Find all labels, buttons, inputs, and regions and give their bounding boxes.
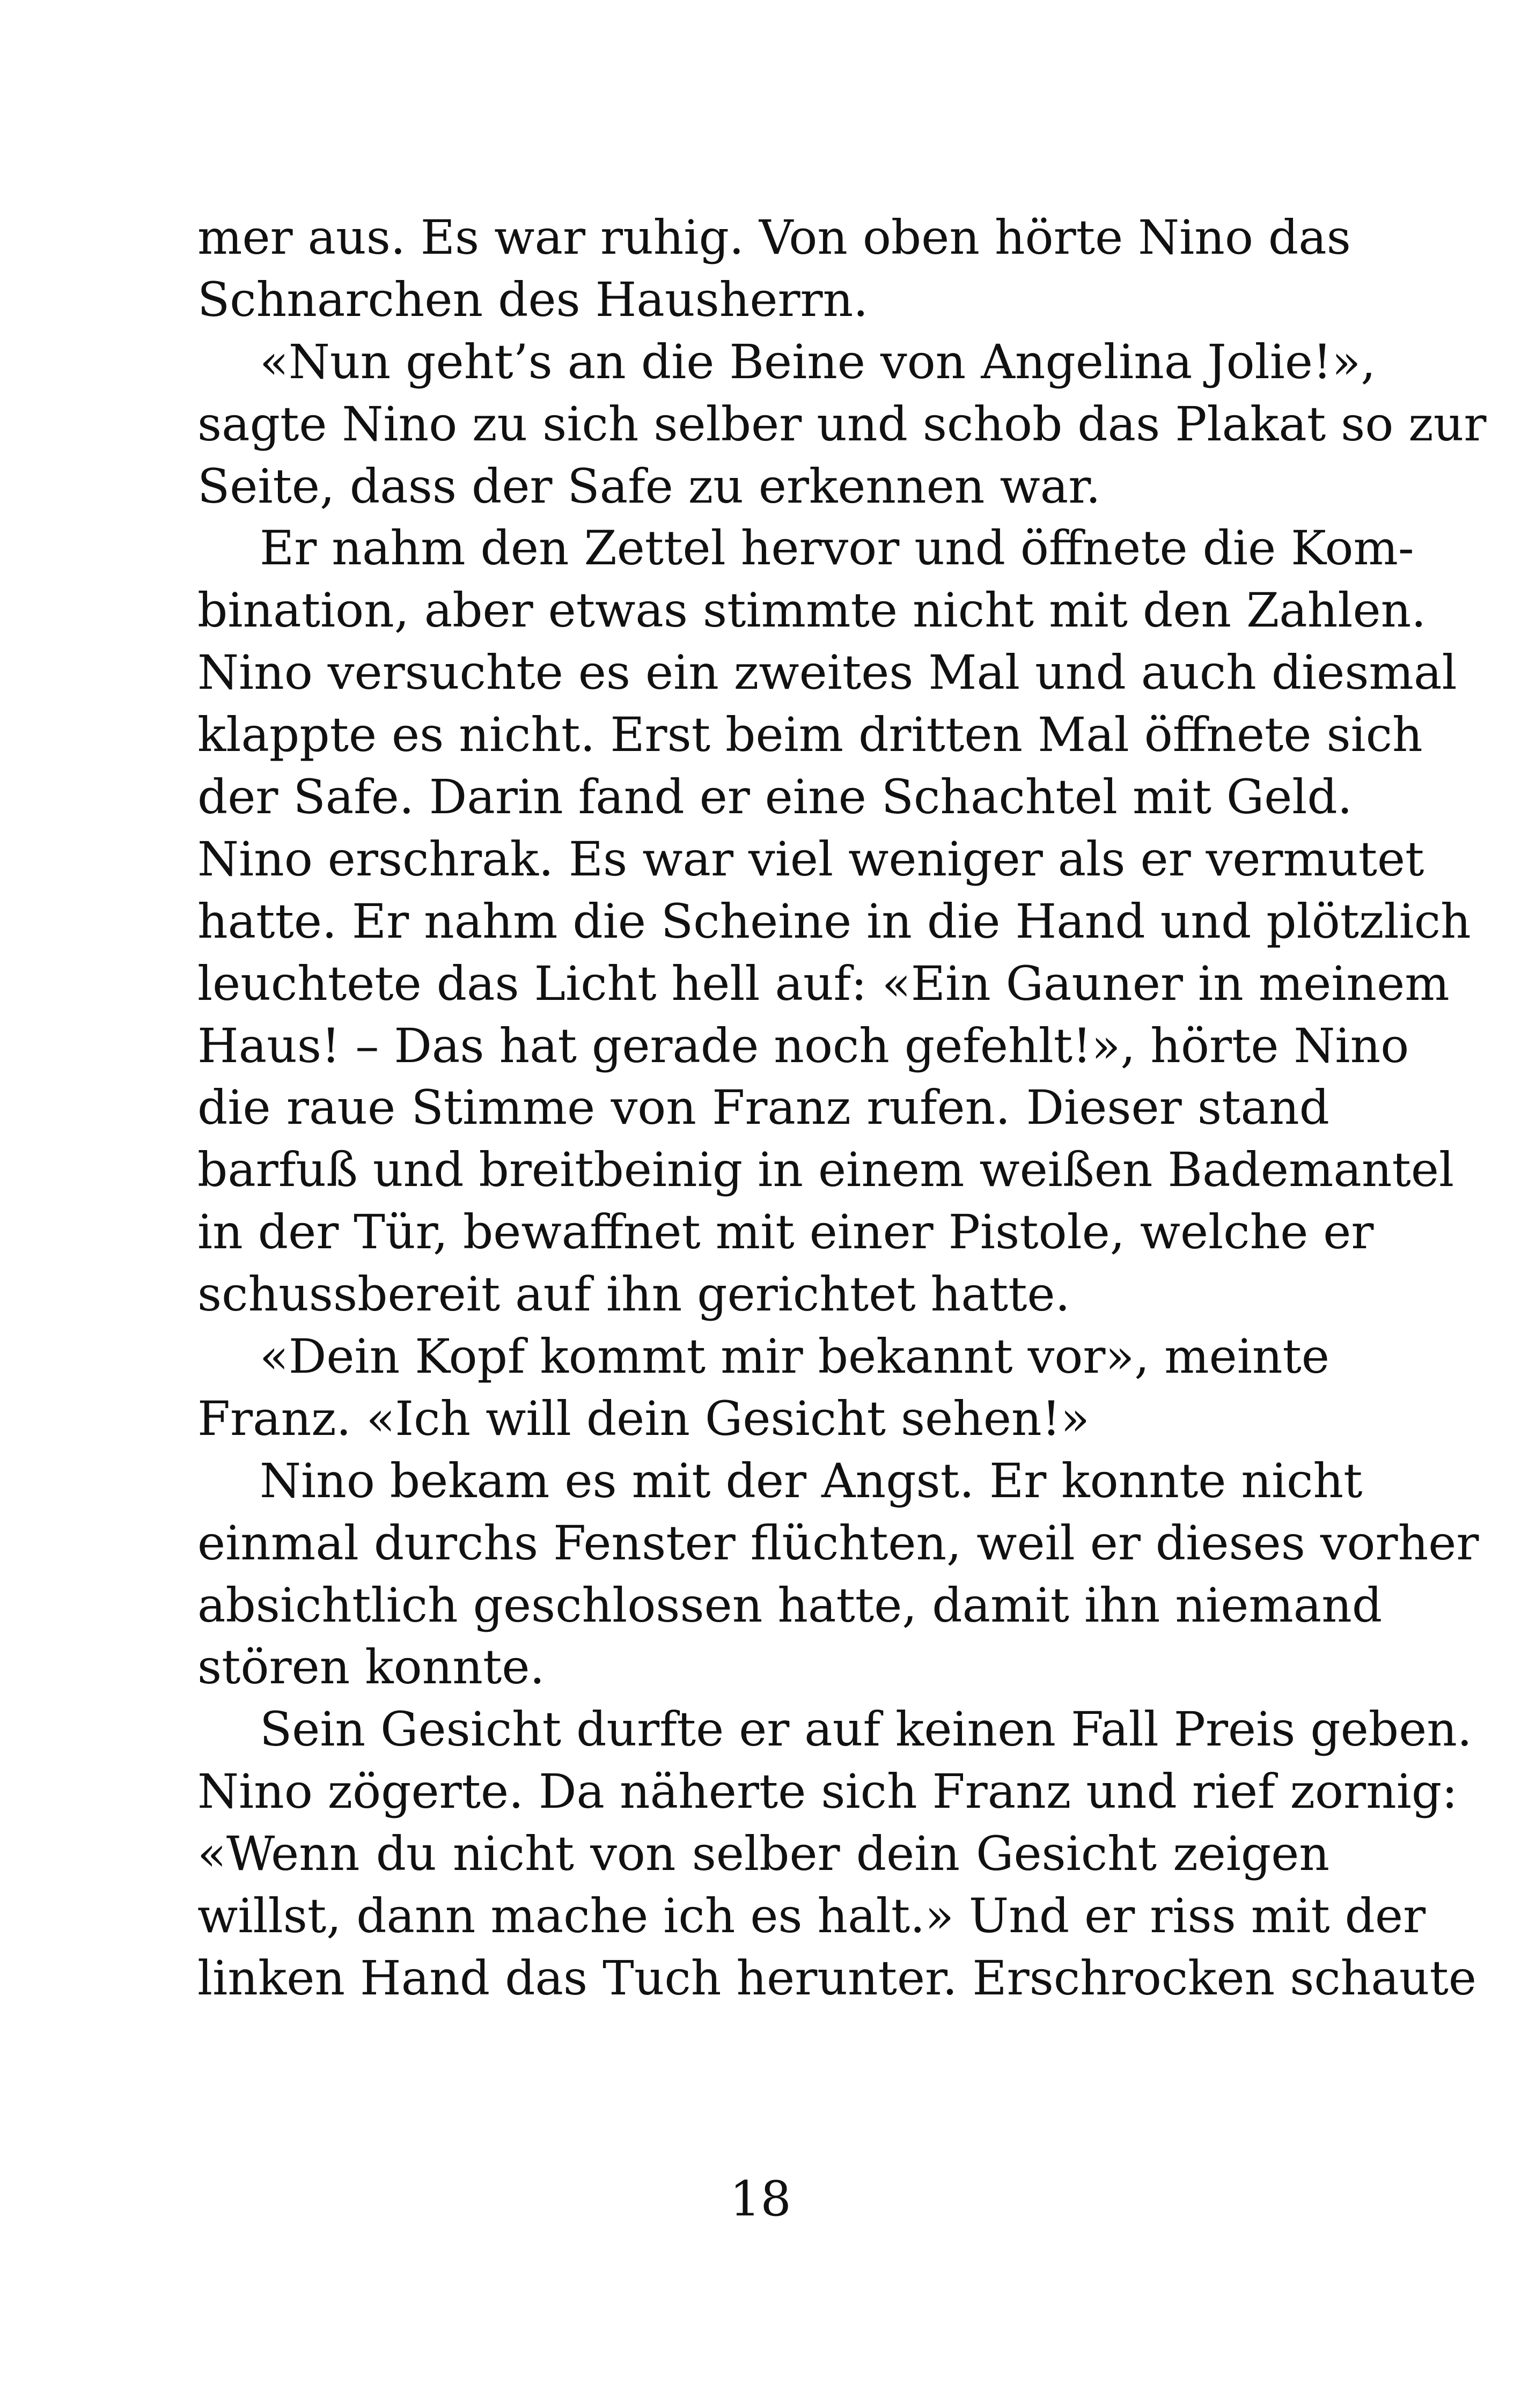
text-line: sagte Nino zu sich selber und schob das Plakat so zur xyxy=(197,396,1487,452)
text-line: Nino zögerte. Da näherte sich Franz und rief zornig: xyxy=(197,1764,1458,1820)
text-line: in der Tür, bewaffnet mit einer Pistole, welche er xyxy=(197,1204,1374,1260)
text-line: barfuß und breitbeinig in einem weißen Bademantel xyxy=(197,1142,1454,1198)
text-line: die raue Stimme von Franz rufen. Dieser stand xyxy=(197,1080,1329,1136)
text-line: schussbereit auf ihn gerichtet hatte. xyxy=(197,1266,1070,1322)
text-line: Nino bekam es mit der Angst. Er konnte nicht xyxy=(260,1453,1363,1508)
text-line: stören konnte. xyxy=(197,1639,545,1695)
text-line: mer aus. Es war ruhig. Von oben hörte Nino das xyxy=(197,210,1351,265)
text-line: Schnarchen des Hausherrn. xyxy=(197,271,869,327)
page-number: 18 xyxy=(730,2171,791,2227)
text-line: «Dein Kopf kommt mir bekannt vor», meinte xyxy=(260,1329,1329,1385)
text-line: Nino versuchte es ein zweites Mal und auch diesmal xyxy=(197,645,1457,701)
text-line: einmal durchs Fenster flüchten, weil er dieses vorher xyxy=(197,1515,1479,1571)
text-line: linken Hand das Tuch herunter. Erschrocken schaute xyxy=(197,1950,1476,2006)
text-line: der Safe. Darin fand er eine Schachtel mit Geld. xyxy=(197,769,1353,825)
body-text xyxy=(197,207,1487,2009)
text-line: absichtlich geschlossen hatte, damit ihn niemand xyxy=(197,1577,1383,1633)
text-line: «Wenn du nicht von selber dein Gesicht zeigen xyxy=(197,1826,1329,1882)
text-line: «Nun geht’s an die Beine von Angelina Jolie!», xyxy=(260,334,1376,389)
text-line: hatte. Er nahm die Scheine in die Hand und plötzlich xyxy=(197,893,1471,949)
text-line: Seite, dass der Safe zu erkennen war. xyxy=(197,458,1101,514)
text-line: leuchtete das Licht hell auf: «Ein Gauner in meinem xyxy=(197,955,1450,1011)
text-line: willst, dann mache ich es halt.» Und er riss mit der xyxy=(197,1888,1426,1944)
text-line: Franz. «Ich will dein Gesicht sehen!» xyxy=(197,1390,1090,1446)
text-line: Er nahm den Zettel hervor und öffnete die Kom- xyxy=(260,520,1414,576)
text-line: Sein Gesicht durfte er auf keinen Fall Preis geben. xyxy=(260,1702,1472,1757)
text-line: klappte es nicht. Erst beim dritten Mal öffnete sich xyxy=(197,707,1423,763)
text-line: bination, aber etwas stimmte nicht mit den Zahlen. xyxy=(197,583,1427,638)
text-line: Nino erschrak. Es war viel weniger als er vermutet xyxy=(197,831,1424,887)
text-line: Haus! – Das hat gerade noch gefehlt!», hörte Nino xyxy=(197,1018,1409,1073)
